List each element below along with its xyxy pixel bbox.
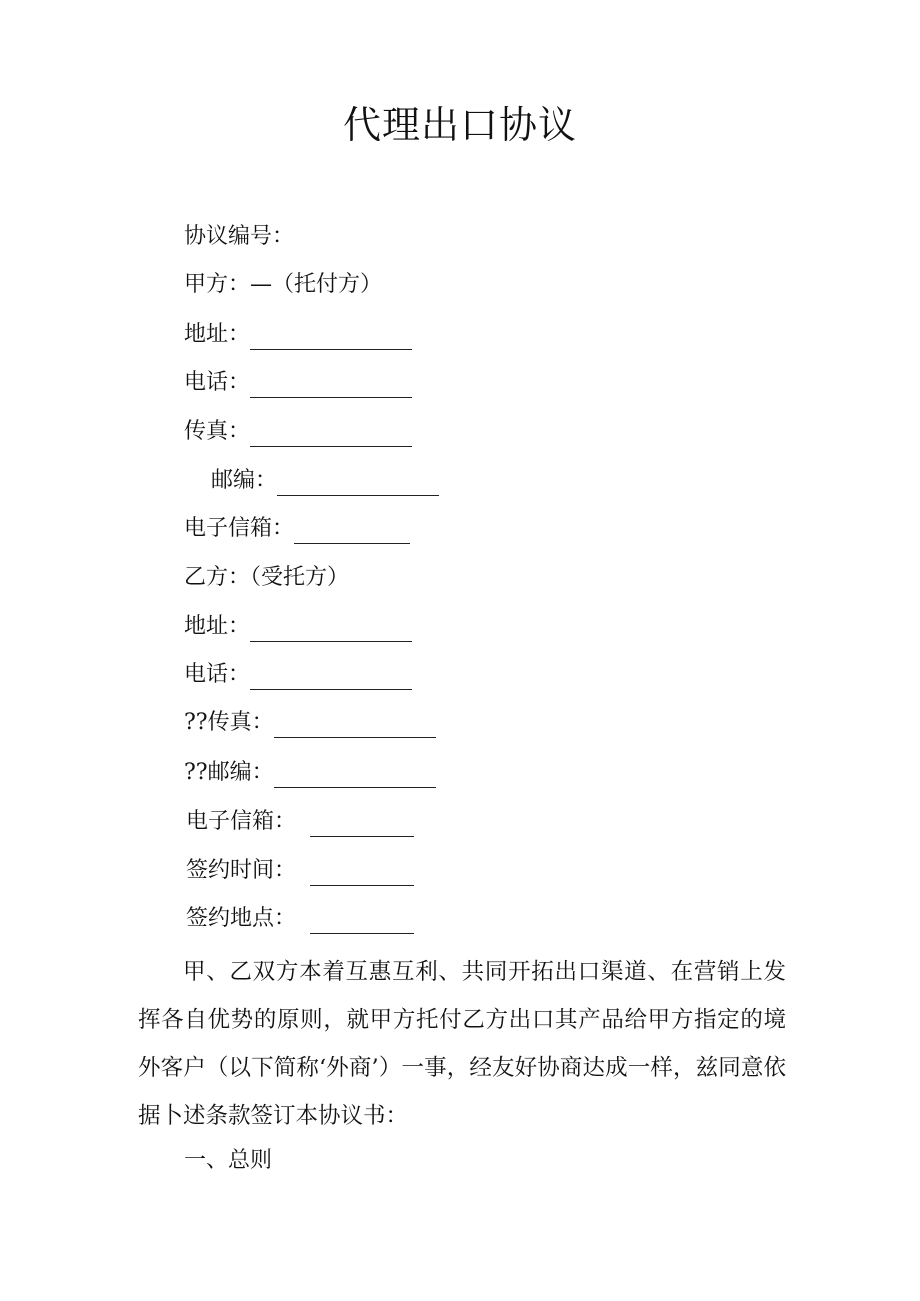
party-b-postcode-field — [184, 758, 436, 788]
fill-in-blank — [294, 521, 410, 544]
field-label: 电话： — [184, 370, 251, 395]
section-heading: 一、总则 — [184, 1148, 273, 1173]
party-b-field — [184, 563, 349, 593]
fill-in-blank — [310, 814, 414, 837]
party-b-phone-field — [184, 660, 412, 690]
intro-paragraph: 甲、乙双方本着互惠互利、共同开拓出口渠道、在营销上发挥各自优势的原则，就甲方托付乙方出口其产品给甲方指定的境外客户（以下简称‘外商’）一事，经友好协商达成一样，兹同意依据卜述条款签订本协议书： — [138, 959, 786, 1129]
signing-time-field — [186, 856, 414, 886]
field-label: 电话： — [184, 662, 251, 687]
fill-in-blank — [310, 863, 414, 886]
party-a-fax-field — [184, 417, 412, 447]
agreement-number-field — [184, 222, 294, 252]
fill-in-blank — [277, 473, 439, 496]
field-label: 传真： — [184, 419, 251, 444]
fill-in-blank — [274, 765, 436, 788]
field-label: 电子信箱： — [184, 516, 295, 541]
field-label: 签约时间： — [186, 858, 297, 883]
field-label: 邮编： — [211, 468, 278, 493]
field-label: ??传真： — [184, 710, 274, 735]
fill-in-blank — [250, 375, 412, 398]
party-a-field — [184, 270, 382, 300]
field-label: 乙方：（受托方） — [184, 565, 350, 590]
fill-in-blank — [250, 667, 412, 690]
party-a-address-field — [184, 320, 412, 350]
fill-in-blank — [250, 327, 412, 350]
party-b-email-field — [186, 807, 414, 837]
party-a-email-field — [184, 514, 410, 544]
party-b-address-field — [184, 612, 412, 642]
fill-in-blank — [250, 619, 412, 642]
signing-place-field — [186, 904, 414, 934]
field-label: 签约地点： — [186, 906, 297, 931]
field-label: 电子信箱： — [186, 809, 297, 834]
field-label: ??邮编： — [184, 760, 274, 785]
field-label: 甲方：—（托付方） — [184, 272, 383, 297]
party-a-phone-field — [184, 368, 412, 398]
fill-in-blank — [274, 715, 436, 738]
field-label: 地址： — [184, 614, 251, 639]
party-a-postcode-field — [211, 466, 439, 496]
document-title: 代理出口协议 — [342, 103, 577, 147]
party-b-fax-field — [184, 708, 436, 738]
field-label: 协议编号： — [184, 224, 295, 249]
fill-in-blank — [310, 911, 414, 934]
fill-in-blank — [250, 424, 412, 447]
field-label: 地址： — [184, 322, 251, 347]
